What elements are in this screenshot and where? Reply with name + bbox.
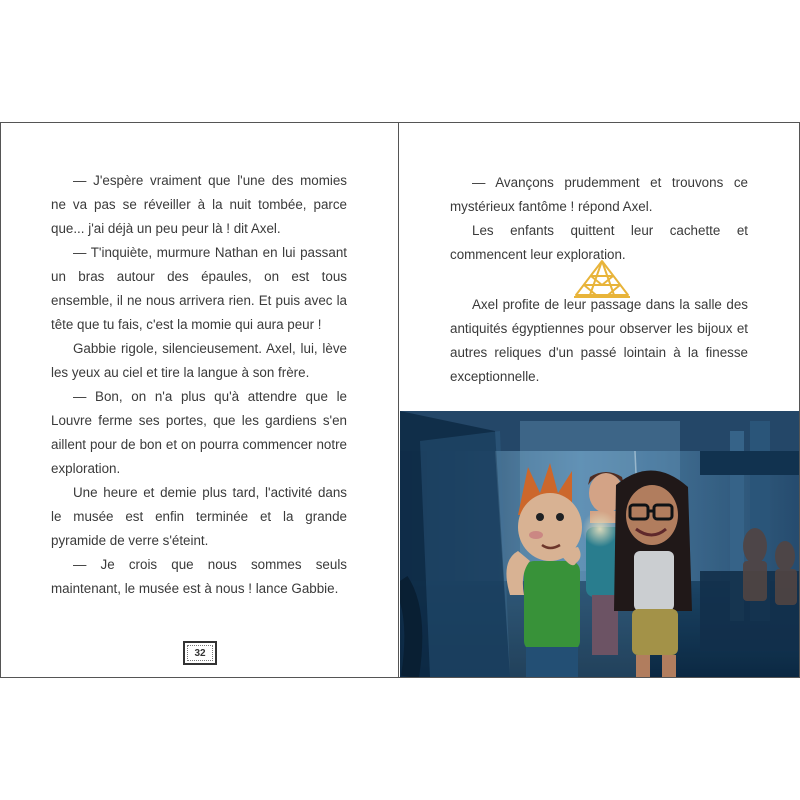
paragraph: — Je crois que nous sommes seuls maintenant, le musée est à nous ! lance Gabbie. [51,557,347,596]
paragraph: Axel profite de leur passage dans la salle des antiquités égyptiennes pour observer les bijoux et autres reliques d'un passé lointain à la finesse exceptionnelle. [450,297,748,384]
right-page-text-bottom [450,293,748,389]
right-page [400,123,800,677]
museum-scene-illustration [400,411,800,677]
paragraph: — T'inquiète, murmure Nathan en lui passant un bras autour des épaules, on est tous ensemble, il ne nous arrivera rien. Et puis avec la tête que tu fais, c'est la momie qui aura peur ! [51,245,347,332]
paragraph: Gabbie rigole, silencieusement. Axel, lui, lève les yeux au ciel et tire la langue à son frère. [51,341,347,380]
left-page [0,123,399,677]
paragraph: — J'espère vraiment que l'une des momies ne va pas se réveiller à la nuit tombée, parce que... j'ai déjà un peu peur là ! dit Axel. [51,173,347,236]
paragraph: — Bon, on n'a plus qu'à attendre que le Louvre ferme ses portes, que les gardiens s'en aillent pour de bon et on pourra commencer notre exploration. [51,389,347,476]
paragraph: — Avançons prudemment et trouvons ce mystérieux fantôme ! répond Axel. [450,175,748,214]
paragraph: Une heure et demie plus tard, l'activité dans le musée est enfin terminée et la grande pyramide de verre s'éteint. [51,485,347,548]
paragraph: Les enfants quittent leur cachette et commencent leur exploration. [450,223,748,262]
left-page-text [51,169,347,601]
page-number: 32 [183,641,217,665]
book-spread [0,122,800,678]
right-page-text-top [450,171,748,267]
